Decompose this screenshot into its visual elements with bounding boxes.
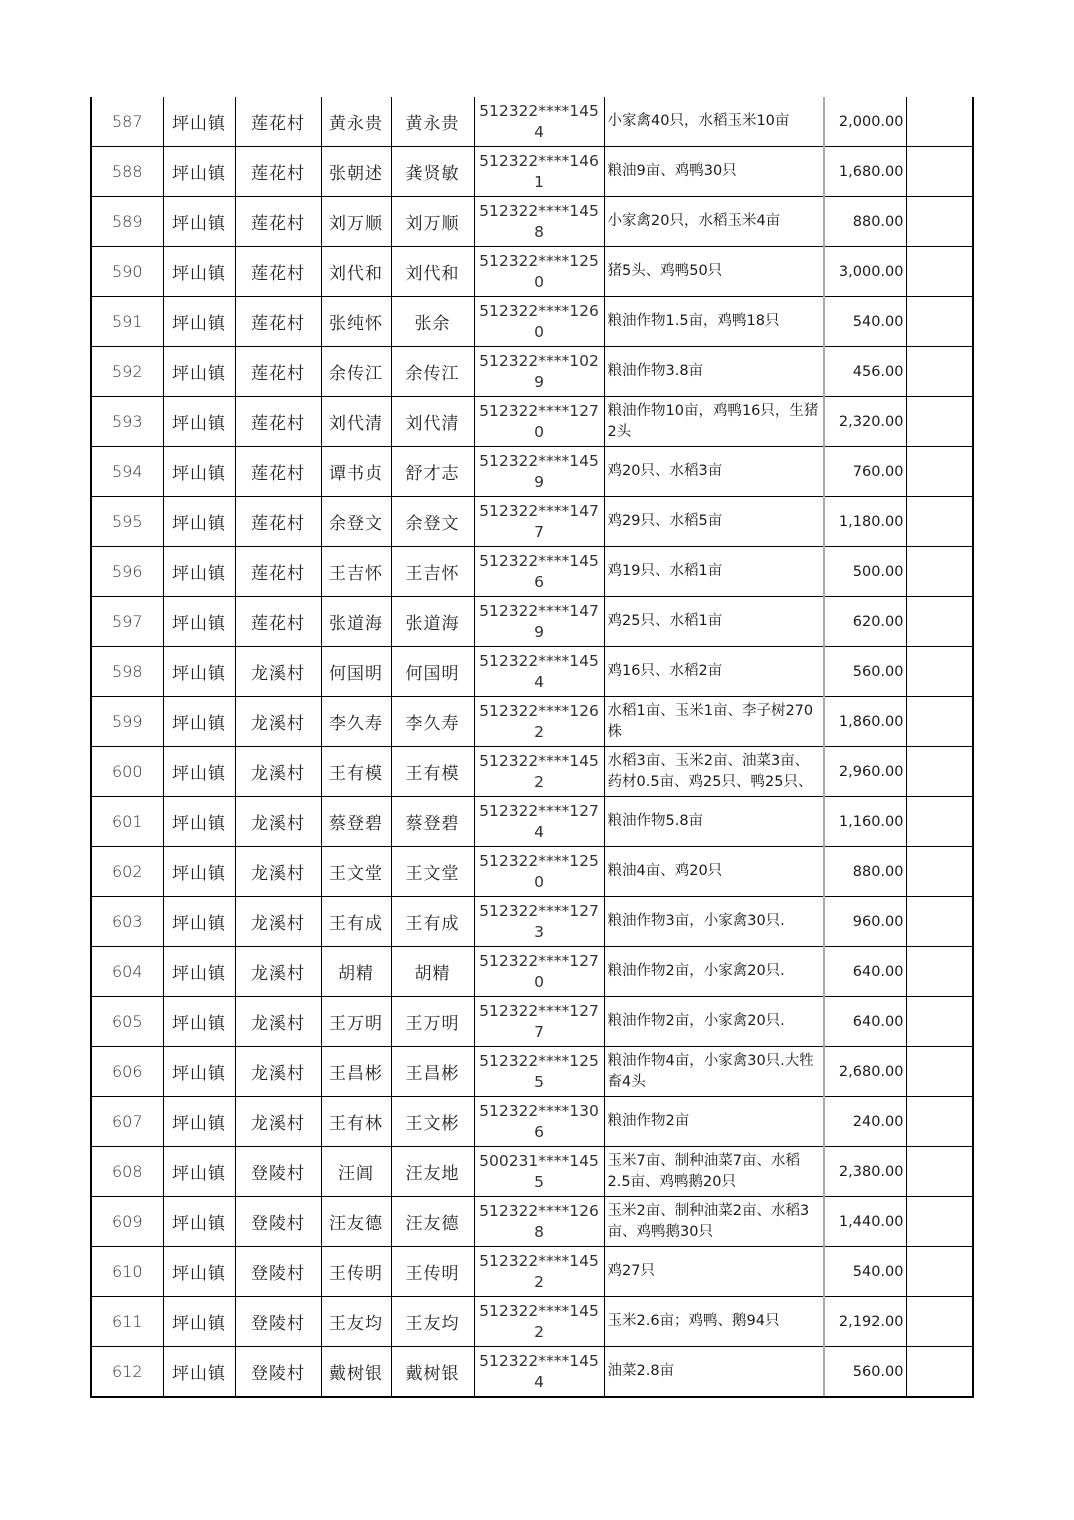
remarks-cell — [906, 1097, 973, 1147]
row-number: 599 — [91, 697, 163, 747]
row-number: 600 — [91, 747, 163, 797]
row-number: 601 — [91, 797, 163, 847]
amount-cell: 1,860.00 — [824, 697, 906, 747]
householder-cell: 王昌彬 — [321, 1047, 391, 1097]
village-cell: 莲花村 — [235, 347, 321, 397]
payee-cell: 李久寿 — [391, 697, 474, 747]
description-text: 玉米7亩、制种油菜7亩、水稻2.5亩、鸡鸭鹅20只 — [607, 1152, 800, 1190]
table-row — [91, 497, 973, 547]
description-cell — [604, 247, 824, 297]
town-cell: 坪山镇 — [163, 1247, 235, 1297]
remarks-cell — [906, 197, 973, 247]
householder-cell: 何国明 — [321, 647, 391, 697]
remarks-cell — [906, 847, 973, 897]
householder-cell: 蔡登碧 — [321, 797, 391, 847]
description-text: 鸡19只、水稻1亩 — [607, 563, 723, 579]
table-row — [91, 397, 973, 447]
row-number: 605 — [91, 997, 163, 1047]
row-number: 588 — [91, 147, 163, 197]
village-cell: 莲花村 — [235, 597, 321, 647]
payee-cell: 王万明 — [391, 997, 474, 1047]
row-number: 606 — [91, 1047, 163, 1097]
town-cell: 坪山镇 — [163, 1297, 235, 1347]
payee-cell: 王传明 — [391, 1247, 474, 1297]
table-row — [91, 297, 973, 347]
amount-cell: 240.00 — [824, 1097, 906, 1147]
remarks-cell — [906, 247, 973, 297]
town-cell: 坪山镇 — [163, 797, 235, 847]
remarks-cell — [906, 1297, 973, 1347]
village-cell: 登陵村 — [235, 1347, 321, 1398]
town-cell: 坪山镇 — [163, 447, 235, 497]
row-number: 603 — [91, 897, 163, 947]
remarks-cell — [906, 447, 973, 497]
table-row — [91, 1097, 973, 1147]
description-cell — [604, 997, 824, 1047]
town-cell: 坪山镇 — [163, 647, 235, 697]
row-number: 591 — [91, 297, 163, 347]
payee-cell: 舒才志 — [391, 447, 474, 497]
table-row — [91, 947, 973, 997]
table-row — [91, 847, 973, 897]
description-text: 粮油作物2亩，小家禽20只. — [607, 963, 785, 979]
town-cell: 坪山镇 — [163, 597, 235, 647]
id-number-cell: 512322****1452 — [474, 1297, 604, 1347]
description-cell — [604, 647, 824, 697]
village-cell: 龙溪村 — [235, 897, 321, 947]
amount-cell: 3,000.00 — [824, 247, 906, 297]
table-row — [91, 1197, 973, 1247]
table-row — [91, 1047, 973, 1097]
description-text: 粮油9亩、鸡鸭30只 — [607, 163, 737, 179]
description-cell — [604, 347, 824, 397]
householder-cell: 王有模 — [321, 747, 391, 797]
description-text: 玉米2亩、制种油菜2亩、水稻3亩、鸡鸭鹅30只 — [607, 1202, 810, 1240]
amount-cell: 500.00 — [824, 547, 906, 597]
description-cell — [604, 897, 824, 947]
town-cell: 坪山镇 — [163, 1097, 235, 1147]
table-row — [91, 197, 973, 247]
id-number-cell: 512322****1452 — [474, 1247, 604, 1297]
description-cell — [604, 1147, 824, 1197]
table-row — [91, 547, 973, 597]
town-cell: 坪山镇 — [163, 197, 235, 247]
row-number: 590 — [91, 247, 163, 297]
amount-cell: 2,380.00 — [824, 1147, 906, 1197]
description-text: 油菜2.8亩 — [607, 1363, 675, 1379]
id-number-cell: 512322****1270 — [474, 397, 604, 447]
village-cell: 龙溪村 — [235, 797, 321, 847]
amount-cell: 540.00 — [824, 297, 906, 347]
id-number-cell: 512322****1452 — [474, 747, 604, 797]
table-row — [91, 897, 973, 947]
town-cell: 坪山镇 — [163, 1047, 235, 1097]
payee-cell: 刘代清 — [391, 397, 474, 447]
description-cell — [604, 1347, 824, 1398]
description-text: 鸡16只、水稻2亩 — [607, 663, 723, 679]
amount-cell: 2,192.00 — [824, 1297, 906, 1347]
householder-cell: 汪阊 — [321, 1147, 391, 1197]
row-number: 612 — [91, 1347, 163, 1398]
amount-cell: 560.00 — [824, 647, 906, 697]
town-cell: 坪山镇 — [163, 997, 235, 1047]
id-number-cell: 512322****1250 — [474, 847, 604, 897]
payee-cell: 张道海 — [391, 597, 474, 647]
householder-cell: 王吉怀 — [321, 547, 391, 597]
town-cell: 坪山镇 — [163, 1347, 235, 1398]
amount-cell: 540.00 — [824, 1247, 906, 1297]
description-text: 鸡29只、水稻5亩 — [607, 513, 723, 529]
village-cell: 莲花村 — [235, 197, 321, 247]
remarks-cell — [906, 297, 973, 347]
id-number-cell: 512322****1459 — [474, 447, 604, 497]
remarks-cell — [906, 497, 973, 547]
payee-cell: 王吉怀 — [391, 547, 474, 597]
description-text: 小家禽20只，水稻玉米4亩 — [607, 213, 781, 229]
description-cell — [604, 697, 824, 747]
row-number: 608 — [91, 1147, 163, 1197]
village-cell: 登陵村 — [235, 1197, 321, 1247]
description-text: 粮油作物2亩 — [607, 1113, 690, 1129]
village-cell: 龙溪村 — [235, 947, 321, 997]
table-row — [91, 447, 973, 497]
householder-cell: 戴树银 — [321, 1347, 391, 1398]
town-cell: 坪山镇 — [163, 1147, 235, 1197]
payee-cell: 蔡登碧 — [391, 797, 474, 847]
table-row — [91, 147, 973, 197]
description-text: 猪5头、鸡鸭50只 — [607, 263, 723, 279]
village-cell: 登陵村 — [235, 1297, 321, 1347]
description-text: 鸡25只、水稻1亩 — [607, 613, 723, 629]
town-cell: 坪山镇 — [163, 347, 235, 397]
description-cell — [604, 947, 824, 997]
id-number-cell: 512322****1255 — [474, 1047, 604, 1097]
village-cell: 莲花村 — [235, 97, 321, 147]
id-number-cell: 512322****1477 — [474, 497, 604, 547]
town-cell: 坪山镇 — [163, 1197, 235, 1247]
town-cell: 坪山镇 — [163, 897, 235, 947]
amount-cell: 960.00 — [824, 897, 906, 947]
remarks-cell — [906, 1147, 973, 1197]
village-cell: 龙溪村 — [235, 647, 321, 697]
description-text: 小家禽40只，水稻玉米10亩 — [607, 113, 790, 129]
description-cell — [604, 397, 824, 447]
description-cell — [604, 497, 824, 547]
row-number: 593 — [91, 397, 163, 447]
description-text: 粮油作物5.8亩 — [607, 813, 704, 829]
householder-cell: 王传明 — [321, 1247, 391, 1297]
description-text: 粮油作物1.5亩，鸡鸭18只 — [607, 313, 780, 329]
table-row — [91, 1147, 973, 1197]
village-cell: 龙溪村 — [235, 697, 321, 747]
description-text: 粮油作物4亩，小家禽30只.大牲畜4头 — [607, 1052, 814, 1090]
id-number-cell: 512322****1260 — [474, 297, 604, 347]
row-number: 587 — [91, 97, 163, 147]
description-cell — [604, 1047, 824, 1097]
amount-cell: 620.00 — [824, 597, 906, 647]
description-cell — [604, 197, 824, 247]
description-cell — [604, 847, 824, 897]
remarks-cell — [906, 547, 973, 597]
amount-cell: 1,160.00 — [824, 797, 906, 847]
table-row — [91, 1347, 973, 1398]
table-row — [91, 97, 973, 147]
payee-cell: 张余 — [391, 297, 474, 347]
id-number-cell: 512322****1250 — [474, 247, 604, 297]
description-cell — [604, 1197, 824, 1247]
table-row — [91, 347, 973, 397]
description-text: 鸡20只、水稻3亩 — [607, 463, 723, 479]
description-cell — [604, 547, 824, 597]
table-row — [91, 247, 973, 297]
town-cell: 坪山镇 — [163, 497, 235, 547]
row-number: 610 — [91, 1247, 163, 1297]
id-number-cell: 512322****1273 — [474, 897, 604, 947]
householder-cell: 王文堂 — [321, 847, 391, 897]
remarks-cell — [906, 897, 973, 947]
village-cell: 龙溪村 — [235, 847, 321, 897]
payee-cell: 黄永贵 — [391, 97, 474, 147]
remarks-cell — [906, 747, 973, 797]
town-cell: 坪山镇 — [163, 397, 235, 447]
table-row — [91, 697, 973, 747]
description-cell — [604, 297, 824, 347]
payee-cell: 余登文 — [391, 497, 474, 547]
table-row — [91, 797, 973, 847]
description-text: 粮油作物3亩，小家禽30只. — [607, 913, 785, 929]
town-cell: 坪山镇 — [163, 247, 235, 297]
subsidy-table — [90, 97, 974, 1398]
town-cell: 坪山镇 — [163, 547, 235, 597]
id-number-cell: 512322****1454 — [474, 647, 604, 697]
table-body — [91, 97, 973, 1397]
description-text: 水稻1亩、玉米1亩、李子树270株 — [607, 702, 814, 740]
id-number-cell: 512322****1454 — [474, 1347, 604, 1398]
amount-cell: 1,680.00 — [824, 147, 906, 197]
row-number: 611 — [91, 1297, 163, 1347]
row-number: 604 — [91, 947, 163, 997]
row-number: 594 — [91, 447, 163, 497]
householder-cell: 刘代清 — [321, 397, 391, 447]
town-cell: 坪山镇 — [163, 697, 235, 747]
remarks-cell — [906, 147, 973, 197]
householder-cell: 刘代和 — [321, 247, 391, 297]
householder-cell: 王有成 — [321, 897, 391, 947]
town-cell: 坪山镇 — [163, 147, 235, 197]
town-cell: 坪山镇 — [163, 847, 235, 897]
table-row — [91, 597, 973, 647]
amount-cell: 560.00 — [824, 1347, 906, 1398]
town-cell: 坪山镇 — [163, 297, 235, 347]
remarks-cell — [906, 1247, 973, 1297]
row-number: 592 — [91, 347, 163, 397]
amount-cell: 2,320.00 — [824, 397, 906, 447]
amount-cell: 880.00 — [824, 197, 906, 247]
payee-cell: 何国明 — [391, 647, 474, 697]
remarks-cell — [906, 397, 973, 447]
town-cell: 坪山镇 — [163, 97, 235, 147]
id-number-cell: 512322****1277 — [474, 997, 604, 1047]
id-number-cell: 512322****1268 — [474, 1197, 604, 1247]
id-number-cell: 500231****1455 — [474, 1147, 604, 1197]
id-number-cell: 512322****1454 — [474, 97, 604, 147]
householder-cell: 谭书贞 — [321, 447, 391, 497]
description-cell — [604, 1247, 824, 1297]
remarks-cell — [906, 947, 973, 997]
householder-cell: 王友均 — [321, 1297, 391, 1347]
description-cell — [604, 597, 824, 647]
amount-cell: 760.00 — [824, 447, 906, 497]
householder-cell: 张纯怀 — [321, 297, 391, 347]
payee-cell: 胡精 — [391, 947, 474, 997]
amount-cell: 880.00 — [824, 847, 906, 897]
village-cell: 莲花村 — [235, 497, 321, 547]
description-cell — [604, 97, 824, 147]
payee-cell: 龚贤敏 — [391, 147, 474, 197]
description-cell — [604, 797, 824, 847]
village-cell: 莲花村 — [235, 397, 321, 447]
row-number: 596 — [91, 547, 163, 597]
payee-cell: 王文彬 — [391, 1097, 474, 1147]
amount-cell: 640.00 — [824, 997, 906, 1047]
householder-cell: 李久寿 — [321, 697, 391, 747]
householder-cell: 刘万顺 — [321, 197, 391, 247]
remarks-cell — [906, 997, 973, 1047]
village-cell: 龙溪村 — [235, 747, 321, 797]
village-cell: 登陵村 — [235, 1247, 321, 1297]
town-cell: 坪山镇 — [163, 947, 235, 997]
id-number-cell: 512322****1461 — [474, 147, 604, 197]
payee-cell: 汪友地 — [391, 1147, 474, 1197]
payee-cell: 王友均 — [391, 1297, 474, 1347]
village-cell: 龙溪村 — [235, 1047, 321, 1097]
amount-cell: 456.00 — [824, 347, 906, 397]
householder-cell: 汪友德 — [321, 1197, 391, 1247]
id-number-cell: 512322****1029 — [474, 347, 604, 397]
description-text: 水稻3亩、玉米2亩、油菜3亩、药材0.5亩、鸡25只、鸭25只、 — [607, 752, 813, 790]
description-text: 粮油作物2亩，小家禽20只. — [607, 1013, 785, 1029]
id-number-cell: 512322****1306 — [474, 1097, 604, 1147]
amount-cell: 2,680.00 — [824, 1047, 906, 1097]
remarks-cell — [906, 97, 973, 147]
remarks-cell — [906, 697, 973, 747]
payee-cell: 王有成 — [391, 897, 474, 947]
amount-cell: 2,000.00 — [824, 97, 906, 147]
remarks-cell — [906, 347, 973, 397]
remarks-cell — [906, 647, 973, 697]
village-cell: 莲花村 — [235, 147, 321, 197]
description-cell — [604, 447, 824, 497]
description-text: 粮油作物3.8亩 — [607, 363, 704, 379]
town-cell: 坪山镇 — [163, 747, 235, 797]
description-cell — [604, 1097, 824, 1147]
village-cell: 登陵村 — [235, 1147, 321, 1197]
village-cell: 龙溪村 — [235, 1097, 321, 1147]
amount-cell: 1,180.00 — [824, 497, 906, 547]
amount-cell: 1,440.00 — [824, 1197, 906, 1247]
payee-cell: 刘代和 — [391, 247, 474, 297]
id-number-cell: 512322****1262 — [474, 697, 604, 747]
payee-cell: 刘万顺 — [391, 197, 474, 247]
description-text: 鸡27只 — [607, 1263, 655, 1279]
row-number: 597 — [91, 597, 163, 647]
payee-cell: 戴树银 — [391, 1347, 474, 1398]
table-row — [91, 1297, 973, 1347]
id-number-cell: 512322****1458 — [474, 197, 604, 247]
village-cell: 莲花村 — [235, 247, 321, 297]
id-number-cell: 512322****1479 — [474, 597, 604, 647]
amount-cell: 640.00 — [824, 947, 906, 997]
description-cell — [604, 747, 824, 797]
row-number: 602 — [91, 847, 163, 897]
householder-cell: 胡精 — [321, 947, 391, 997]
village-cell: 莲花村 — [235, 447, 321, 497]
householder-cell: 余登文 — [321, 497, 391, 547]
description-text: 粮油作物10亩，鸡鸭16只，生猪2头 — [607, 402, 819, 440]
description-cell — [604, 147, 824, 197]
amount-cell: 2,960.00 — [824, 747, 906, 797]
householder-cell: 张朝述 — [321, 147, 391, 197]
row-number: 609 — [91, 1197, 163, 1247]
village-cell: 莲花村 — [235, 547, 321, 597]
payee-cell: 王有模 — [391, 747, 474, 797]
householder-cell: 张道海 — [321, 597, 391, 647]
householder-cell: 黄永贵 — [321, 97, 391, 147]
id-number-cell: 512322****1274 — [474, 797, 604, 847]
payee-cell: 汪友德 — [391, 1197, 474, 1247]
table-row — [91, 1247, 973, 1297]
description-text: 粮油4亩、鸡20只 — [607, 863, 723, 879]
row-number: 595 — [91, 497, 163, 547]
table-row — [91, 647, 973, 697]
row-number: 589 — [91, 197, 163, 247]
householder-cell: 王有林 — [321, 1097, 391, 1147]
householder-cell: 余传江 — [321, 347, 391, 397]
remarks-cell — [906, 1197, 973, 1247]
remarks-cell — [906, 597, 973, 647]
village-cell: 莲花村 — [235, 297, 321, 347]
id-number-cell: 512322****1270 — [474, 947, 604, 997]
village-cell: 龙溪村 — [235, 997, 321, 1047]
description-text: 玉米2.6亩；鸡鸭、鹅94只 — [607, 1313, 780, 1329]
table-row — [91, 747, 973, 797]
table-row — [91, 997, 973, 1047]
id-number-cell: 512322****1456 — [474, 547, 604, 597]
row-number: 598 — [91, 647, 163, 697]
remarks-cell — [906, 1047, 973, 1097]
description-cell — [604, 1297, 824, 1347]
payee-cell: 王昌彬 — [391, 1047, 474, 1097]
householder-cell: 王万明 — [321, 997, 391, 1047]
row-number: 607 — [91, 1097, 163, 1147]
remarks-cell — [906, 797, 973, 847]
payee-cell: 余传江 — [391, 347, 474, 397]
payee-cell: 王文堂 — [391, 847, 474, 897]
remarks-cell — [906, 1347, 973, 1398]
